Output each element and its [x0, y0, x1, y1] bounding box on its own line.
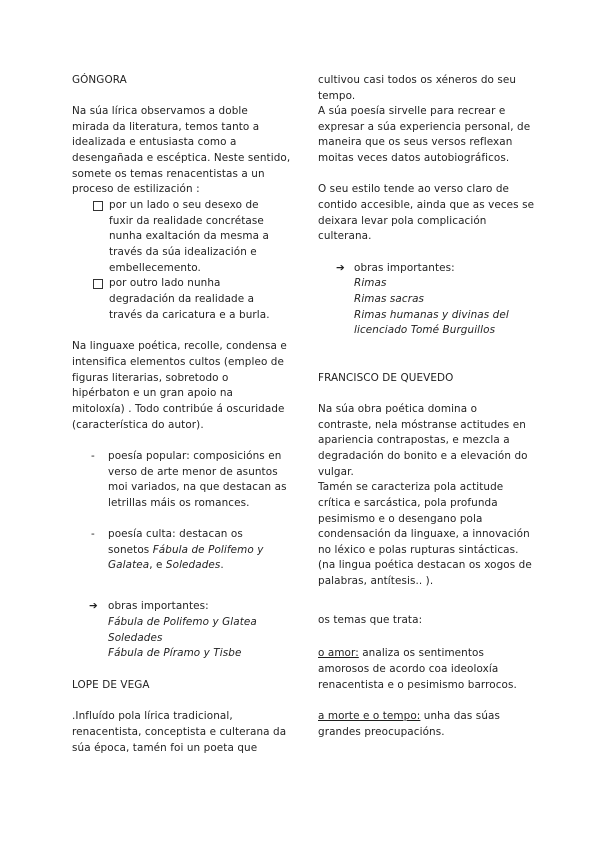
bullet1-line: embellecemento. — [109, 262, 201, 274]
temas-title: os temas que trata: — [318, 614, 423, 626]
quevedo-line: vulgar. — [318, 466, 354, 478]
quevedo-line: no léxico e polas rupturas sintácticas. — [318, 544, 519, 556]
culta-line: Galatea, e Soledades. — [108, 559, 224, 571]
style-line: contido accesible, ainda que as veces se — [318, 199, 535, 211]
cont-line: expresar a súa experiencia personal, de — [318, 121, 531, 133]
cont-line: A súa poesía sirvelle para recrear e — [318, 105, 506, 117]
intro-line: desengañada e escéptica. Neste sentido, — [72, 152, 291, 164]
amor-line: renacentista e o pesimismo barrocos. — [318, 679, 517, 691]
obras-label: obras importantes: — [108, 600, 209, 612]
amor-line-first: o amor: analiza os sentimentos — [318, 647, 484, 659]
cont-line: maneira que os seus versos reflexan — [318, 136, 513, 148]
obra-item: Fábula de Píramo y Tisbe — [108, 647, 242, 659]
lang-line: Na linguaxe poética, recolle, condensa e — [72, 340, 287, 352]
amor-line: amorosos de acordo coa ideoloxía — [318, 663, 499, 675]
culta-line: sonetos Fábula de Polifemo y — [108, 544, 264, 556]
intro-line: somete os temas renacentistas a un — [72, 168, 265, 180]
style-line: deixara levar pola complicación — [318, 215, 487, 227]
obra-item: Rimas — [354, 277, 387, 289]
lang-line: mitoloxía) . Todo contribúe á oscuridade — [72, 403, 285, 415]
quevedo-line: pesimismo e o desengano pola — [318, 513, 483, 525]
obra-item: Rimas sacras — [354, 293, 425, 305]
morte-label: a morte e o tempo: — [318, 710, 421, 722]
culta-label: poesía culta — [108, 528, 173, 540]
quevedo-line: contraste, nela móstranse actitudes en — [318, 419, 526, 431]
lang-line: (característica do autor). — [72, 419, 204, 431]
style-line: O seu estilo tende ao verso claro de — [318, 183, 510, 195]
lang-line: intensifica elementos cultos (empleo de — [72, 356, 284, 368]
obra-item: licenciado Tomé Burguillos — [354, 324, 496, 336]
quevedo-line: Na súa obra poética domina o — [318, 403, 478, 415]
arrow-icon: ➔ — [336, 262, 345, 274]
obras-label: obras importantes: — [354, 262, 455, 274]
cont-line: moitas veces datos autobiográficos. — [318, 152, 510, 164]
quevedo-title: FRANCISCO DE QUEVEDO — [318, 372, 454, 384]
bullet2-line: por outro lado nunha — [109, 277, 221, 289]
bullet1-line: través da súa idealización e — [109, 246, 257, 258]
intro-line: proceso de estilización : — [72, 183, 200, 195]
quevedo-line: condensación da linguaxe, a innovación — [318, 528, 530, 540]
style-line: culterana. — [318, 230, 372, 242]
lope-line: súa época, tamén foi un poeta que — [72, 742, 258, 754]
checkbox-icon — [93, 201, 103, 211]
bullet2-line: degradación da realidade a — [109, 293, 255, 305]
bullet1-line: por un lado o seu desexo de — [109, 199, 259, 211]
bullet1-line: nunha exaltación da mesma a — [109, 230, 269, 242]
amor-label: o amor: — [318, 647, 359, 659]
popular-line-first: poesía popular: composicións en — [108, 450, 282, 462]
lang-line: hipérbaton e un gran apoio na — [72, 387, 234, 399]
lang-line: figuras literarias, sobretodo o — [72, 372, 229, 384]
obra-item: Fábula de Polifemo y Glatea — [108, 616, 257, 628]
popular-line: verso de arte menor de asuntos — [108, 466, 278, 478]
intro-line: mirada da literatura, temos tanto a — [72, 121, 260, 133]
quevedo-line: Tamén se caracteriza pola actitude — [318, 481, 504, 493]
obra-item: Soledades — [108, 632, 163, 644]
lope-title: LOPE DE VEGA — [72, 679, 150, 691]
gongora-title: GÓNGORA — [72, 74, 127, 86]
lope-line: renacentista, conceptista e culterana da — [72, 726, 287, 738]
popular-line: moi variados, na que destacan as — [108, 481, 287, 493]
lope-line: .Influído pola lírica tradicional, — [72, 710, 233, 722]
checkbox-icon — [93, 279, 103, 289]
quevedo-line: palabras, antítesis.. ). — [318, 575, 434, 587]
cont-line: cultivou casi todos os xéneros do seu — [318, 74, 517, 86]
obra-item: Rimas humanas y divinas del — [354, 309, 509, 321]
popular-line: letrillas máis os romances. — [108, 497, 250, 509]
culta-line-first: poesía culta: destacan os — [108, 528, 243, 540]
intro-line: idealizada e entusiasta como a — [72, 136, 237, 148]
cont-line: tempo. — [318, 90, 356, 102]
dash-bullet: - — [91, 450, 95, 462]
quevedo-line: crítica e sarcástica, pola profunda — [318, 497, 498, 509]
quevedo-line: (na lingua poética destacan os xogos de — [318, 559, 532, 571]
popular-label: poesía popular — [108, 450, 187, 462]
morte-line-first: a morte e o tempo: unha das súas — [318, 710, 500, 722]
quevedo-line: degradación do bonito e a elevación do — [318, 450, 528, 462]
arrow-icon: ➔ — [89, 600, 98, 612]
bullet1-line: fuxir da realidade concrétase — [109, 215, 264, 227]
quevedo-line: apariencia contrapostas, e mezcla a — [318, 434, 510, 446]
intro-line: Na súa lírica observamos a doble — [72, 105, 248, 117]
dash-bullet: - — [91, 528, 95, 540]
bullet2-line: través da caricatura e a burla. — [109, 309, 270, 321]
morte-line: grandes preocupacións. — [318, 726, 445, 738]
